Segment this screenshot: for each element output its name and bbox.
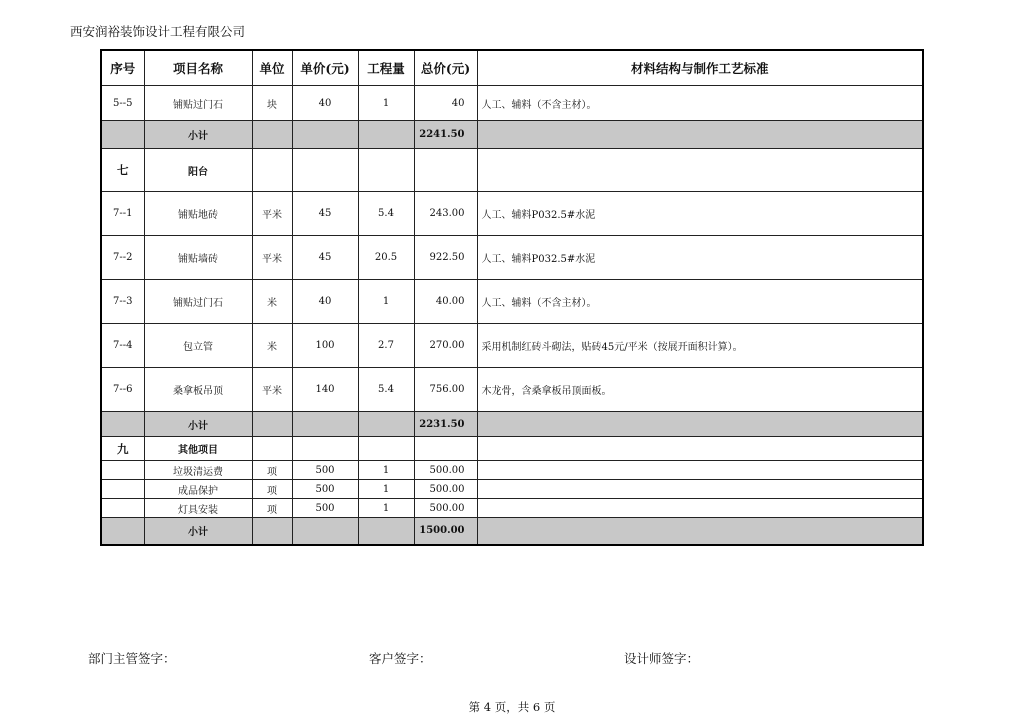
cell-price: 40 [292, 86, 358, 121]
cell-total: 500.00 [414, 499, 477, 518]
table-row [101, 499, 923, 518]
client-signature-label: 客户签字： [369, 651, 432, 666]
cell-standard: 人工、辅料（不含主材）。 [477, 280, 923, 324]
cell-standard: 人工、辅料P032.5#水泥 [477, 236, 923, 280]
cell-standard: 人工、辅料P032.5#水泥 [477, 192, 923, 236]
empty-cell [292, 518, 358, 545]
cell-qty: 1 [358, 480, 414, 499]
cell-unit: 块 [252, 86, 292, 121]
cell-total: 40.00 [414, 280, 477, 324]
empty-cell [252, 437, 292, 461]
empty-cell [101, 518, 144, 545]
designer-signature-label: 设计师签字： [624, 651, 700, 666]
cell-price: 500 [292, 461, 358, 480]
company-name: 西安润裕装饰设计工程有限公司 [70, 24, 246, 39]
cell-no [101, 461, 144, 480]
cell-qty: 1 [358, 499, 414, 518]
table-row [101, 461, 923, 480]
empty-cell [292, 437, 358, 461]
cell-price: 100 [292, 324, 358, 368]
cell-standard: 采用机制红砖斗砌法，贴砖45元/平米（按展开面积计算）。 [477, 324, 923, 368]
cell-unit: 平米 [252, 368, 292, 412]
col-header-qty: 工程量 [358, 50, 414, 86]
table-row [101, 236, 923, 280]
cell-total: 500.00 [414, 461, 477, 480]
table-row [101, 324, 923, 368]
cell-no: 7--3 [101, 280, 144, 324]
cell-no [101, 499, 144, 518]
cell-qty: 1 [358, 461, 414, 480]
cell-qty: 5.4 [358, 192, 414, 236]
subtotal-total: 2241.50 [414, 121, 477, 149]
cell-no: 7--2 [101, 236, 144, 280]
empty-cell [358, 149, 414, 192]
cell-unit: 项 [252, 461, 292, 480]
cell-total: 40 [414, 86, 477, 121]
subtotal-label: 小计 [144, 121, 252, 149]
col-header-total: 总价(元) [414, 50, 477, 86]
cell-no [101, 480, 144, 499]
cell-standard: 木龙骨，含桑拿板吊顶面板。 [477, 368, 923, 412]
cell-name: 铺贴过门石 [144, 86, 252, 121]
empty-cell [252, 518, 292, 545]
cell-price: 500 [292, 499, 358, 518]
table-row [101, 368, 923, 412]
cell-name: 成品保护 [144, 480, 252, 499]
empty-cell [292, 121, 358, 149]
empty-cell [252, 149, 292, 192]
cell-standard [477, 499, 923, 518]
col-header-name: 项目名称 [144, 50, 252, 86]
subtotal-label: 小计 [144, 518, 252, 545]
cell-name: 桑拿板吊顶 [144, 368, 252, 412]
cell-standard [477, 461, 923, 480]
section-row [101, 149, 923, 192]
empty-cell [477, 121, 923, 149]
cell-name: 包立管 [144, 324, 252, 368]
table-header-row [101, 50, 923, 86]
empty-cell [292, 412, 358, 437]
col-header-no: 序号 [101, 50, 144, 86]
empty-cell [252, 121, 292, 149]
col-header-standard: 材料结构与制作工艺标准 [477, 50, 923, 86]
cell-qty: 20.5 [358, 236, 414, 280]
cell-qty: 1 [358, 86, 414, 121]
table-row [101, 192, 923, 236]
empty-cell [477, 149, 923, 192]
empty-cell [292, 149, 358, 192]
cell-standard: 人工、辅料（不含主材）。 [477, 86, 923, 121]
empty-cell [477, 437, 923, 461]
cell-price: 500 [292, 480, 358, 499]
cell-no: 7--6 [101, 368, 144, 412]
table-row [101, 86, 923, 121]
empty-cell [101, 412, 144, 437]
subtotal-row [101, 412, 923, 437]
section-number: 九 [101, 437, 144, 461]
cell-price: 140 [292, 368, 358, 412]
empty-cell [477, 412, 923, 437]
cell-unit: 米 [252, 324, 292, 368]
cell-name: 铺贴过门石 [144, 280, 252, 324]
cell-no: 5--5 [101, 86, 144, 121]
empty-cell [101, 121, 144, 149]
empty-cell [358, 437, 414, 461]
empty-cell [414, 149, 477, 192]
cell-price: 40 [292, 280, 358, 324]
cell-no: 7--4 [101, 324, 144, 368]
cell-qty: 1 [358, 280, 414, 324]
cell-total: 270.00 [414, 324, 477, 368]
table-row [101, 280, 923, 324]
subtotal-total: 1500.00 [414, 518, 477, 545]
cell-no: 7--1 [101, 192, 144, 236]
empty-cell [252, 412, 292, 437]
empty-cell [358, 412, 414, 437]
cell-total: 756.00 [414, 368, 477, 412]
cell-total: 500.00 [414, 480, 477, 499]
cell-qty: 2.7 [358, 324, 414, 368]
cell-qty: 5.4 [358, 368, 414, 412]
table-body [101, 86, 923, 545]
cell-unit: 米 [252, 280, 292, 324]
section-row [101, 437, 923, 461]
cell-unit: 项 [252, 480, 292, 499]
subtotal-total: 2231.50 [414, 412, 477, 437]
cell-total: 922.50 [414, 236, 477, 280]
cell-name: 铺贴地砖 [144, 192, 252, 236]
cell-total: 243.00 [414, 192, 477, 236]
cell-unit: 平米 [252, 192, 292, 236]
subtotal-label: 小计 [144, 412, 252, 437]
col-header-unit: 单位 [252, 50, 292, 86]
subtotal-row [101, 518, 923, 545]
cell-standard [477, 480, 923, 499]
empty-cell [358, 518, 414, 545]
dept-manager-signature-label: 部门主管签字： [88, 651, 176, 666]
cell-unit: 项 [252, 499, 292, 518]
page-number: 第 4 页，共 6 页 [468, 700, 556, 714]
subtotal-row [101, 121, 923, 149]
empty-cell [477, 518, 923, 545]
section-name: 阳台 [144, 149, 252, 192]
cell-price: 45 [292, 192, 358, 236]
cell-unit: 平米 [252, 236, 292, 280]
cell-name: 垃圾清运费 [144, 461, 252, 480]
empty-cell [358, 121, 414, 149]
empty-cell [414, 437, 477, 461]
table-row [101, 480, 923, 499]
section-name: 其他项目 [144, 437, 252, 461]
cell-name: 灯具安装 [144, 499, 252, 518]
col-header-price: 单价(元) [292, 50, 358, 86]
cell-name: 铺贴墙砖 [144, 236, 252, 280]
cell-price: 45 [292, 236, 358, 280]
section-number: 七 [101, 149, 144, 192]
quote-table [100, 49, 924, 546]
